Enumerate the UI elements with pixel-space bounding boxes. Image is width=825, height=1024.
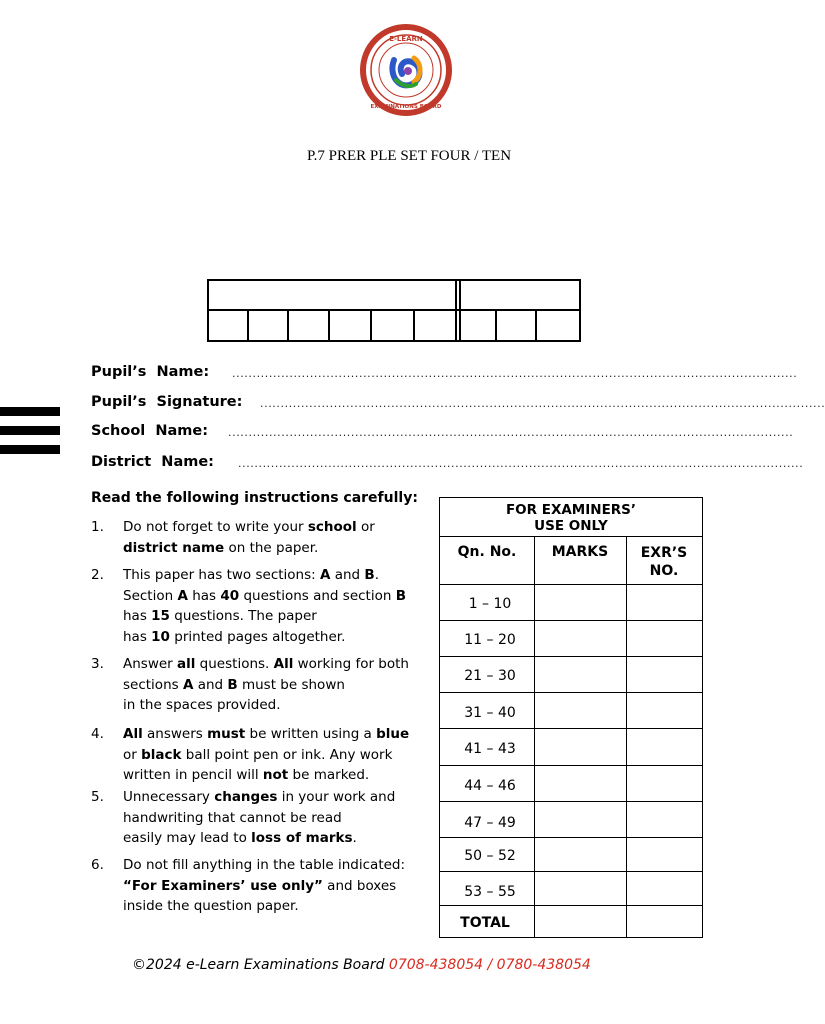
index-box-divider (247, 310, 249, 342)
district-name-label: District Name: (91, 454, 214, 470)
marks-header: MARKS (551, 544, 609, 560)
table-row-qn: 47 – 49 (464, 815, 516, 831)
footer-copyright: ©2024 e-Learn Examinations Board 0708-438054 / 0780-438054 (132, 957, 591, 973)
index-box-divider (287, 310, 289, 342)
instruction-item: 3. Answer all questions. All working for both sections A and B must be shown in the spaces provided. (91, 656, 409, 713)
index-box-divider (495, 310, 497, 342)
instruction-item: 4. All answers must be written using a blue or black ball point pen or ink. Any work written in pencil will not be marked. (91, 726, 410, 783)
district-name-field[interactable]: .......................................................................................................................................... (238, 457, 804, 470)
examiners-table-title: FOR EXAMINERS’ USE ONLY (505, 502, 637, 534)
svg-text:E-LEARN: E-LEARN (389, 35, 423, 43)
index-box-divider (370, 310, 372, 342)
svg-text:EXAMINATIONS BOARD: EXAMINATIONS BOARD (370, 104, 442, 110)
pupil-name-label: Pupil’s Name: (91, 364, 210, 380)
table-row-qn: 31 – 40 (464, 705, 516, 721)
index-number-grid[interactable] (207, 279, 581, 342)
examiners-table (439, 497, 703, 938)
menu-icon[interactable] (0, 407, 60, 455)
school-name-label: School Name: (91, 423, 209, 439)
table-row-qn: 1 – 10 (468, 596, 512, 612)
table-row-qn: 21 – 30 (464, 668, 516, 684)
instruction-item: 2. This paper has two sections: A and B. Section A has 40 questions and section B has 15 questions. The paper has 10 printed pages altogether. (91, 567, 406, 645)
pupil-signature-label: Pupil’s Signature: (91, 394, 243, 410)
examiner-no-header: EXR’S NO. (640, 545, 688, 579)
qn-no-header: Qn. No. (457, 544, 517, 560)
instruction-item: 1. Do not forget to write your school or district name on the paper. (91, 519, 375, 556)
pupil-signature-field[interactable]: .......................................................................................................................................... (260, 397, 825, 410)
table-row-qn: 53 – 55 (464, 884, 516, 900)
pupil-name-field[interactable]: .......................................................................................................................................... (232, 367, 798, 380)
exam-board-logo (356, 24, 456, 116)
instruction-item: 6. Do not fill anything in the table indicated: “For Examiners’ use only” and boxes inside the question paper. (91, 857, 406, 914)
table-row-qn: 50 – 52 (464, 848, 516, 864)
table-row-qn: 44 – 46 (464, 778, 516, 794)
index-grid-section-divider (459, 279, 461, 342)
instructions-heading: Read the following instructions carefully: (91, 490, 418, 506)
table-row-qn: 11 – 20 (464, 632, 516, 648)
index-box-divider (535, 310, 537, 342)
table-row-qn: 41 – 43 (464, 741, 516, 757)
index-box-divider (413, 310, 415, 342)
footer-phones: 0708-438054 / 0780-438054 (388, 957, 591, 973)
index-grid-row-divider (207, 309, 581, 311)
exam-title: P.7 PRER PLE SET FOUR / TEN (306, 148, 512, 164)
school-name-field[interactable]: .......................................................................................................................................... (228, 426, 794, 439)
index-box-divider (328, 310, 330, 342)
total-label: TOTAL (460, 915, 510, 931)
instruction-item: 5. Unnecessary changes in your work and handwriting that cannot be read easily may lead to loss of marks. (91, 789, 396, 846)
index-grid-section-divider (455, 279, 457, 342)
